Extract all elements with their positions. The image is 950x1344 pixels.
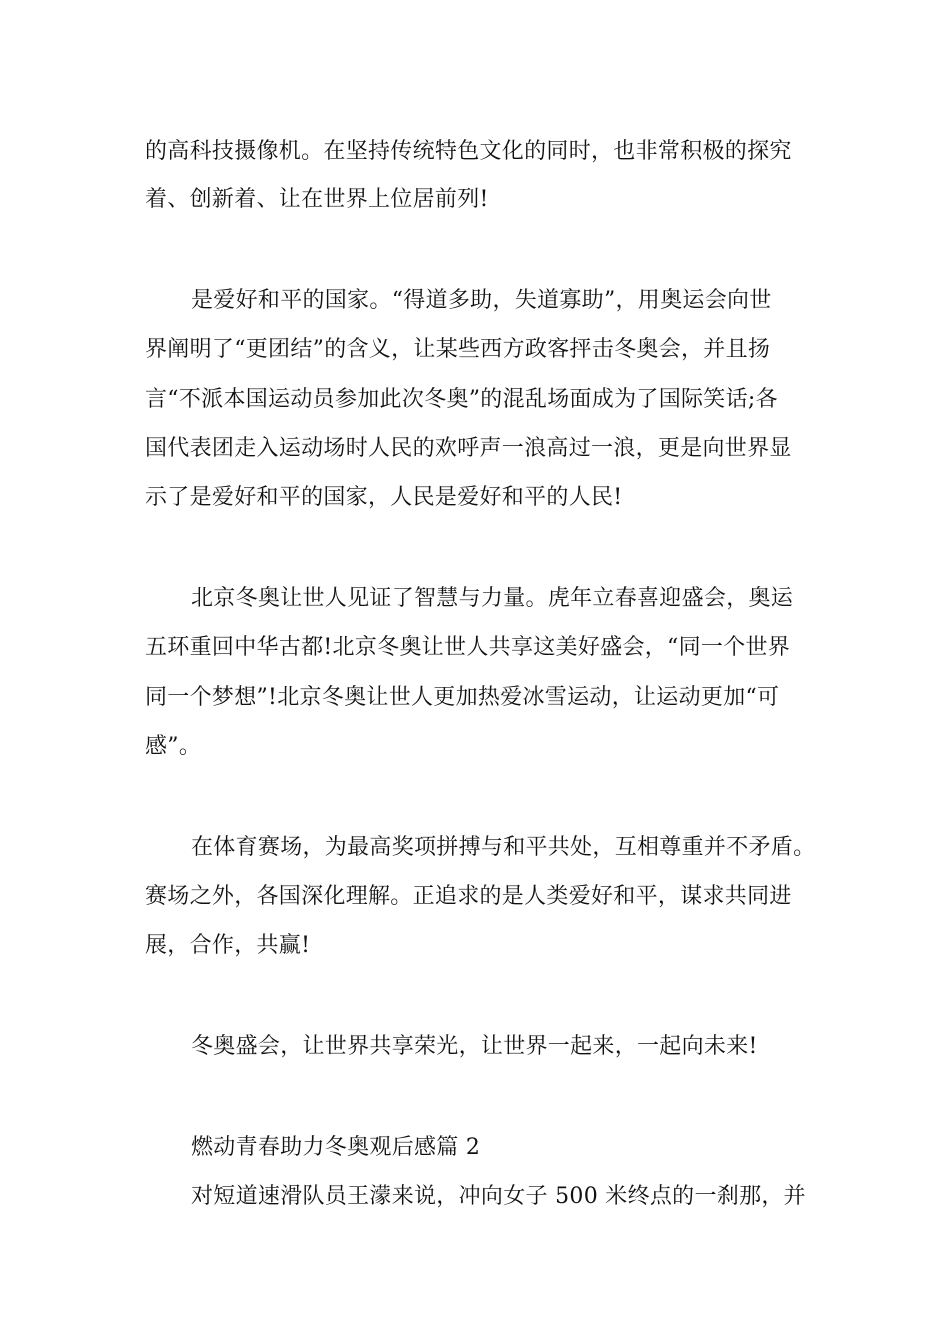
section-paragraph-line-1: 对短道速滑队员王濛来说，冲向女子 500 米终点的一刹那，并: [191, 1184, 806, 1209]
section-title: 燃动青春助力冬奥观后感篇 2: [191, 1135, 481, 1160]
paragraph-3-line-4: 感”。: [145, 734, 202, 759]
paragraph-2-line-2: 界阐明了“更团结”的含义，让某些西方政客抨击冬奥会，并且扬: [145, 337, 771, 362]
paragraph-4-line-1: 在体育赛场，为最高奖项拼搏与和平共处，互相尊重并不矛盾。: [191, 835, 816, 860]
paragraph-3-line-2: 五环重回中华古都!北京冬奥让世人共享这美好盛会，“同一个世界: [145, 635, 791, 660]
paragraph-4-line-3: 展，合作，共赢!: [145, 933, 311, 958]
paragraph-3-line-1: 北京冬奥让世人见证了智慧与力量。虎年立春喜迎盛会，奥运: [191, 586, 794, 611]
paragraph-2-line-4: 国代表团走入运动场时人民的欢呼声一浪高过一浪，更是向世界显: [145, 436, 792, 461]
paragraph-4-line-2: 赛场之外，各国深化理解。正追求的是人类爱好和平，谋求共同进: [145, 884, 792, 909]
paragraph-1-line-2: 着、创新着、让在世界上位居前列!: [145, 187, 489, 212]
paragraph-5-line-1: 冬奥盛会，让世界共享荣光，让世界一起来，一起向未来!: [191, 1034, 758, 1059]
paragraph-3-line-3: 同一个梦想”!北京冬奥让世人更加热爱冰雪运动，让运动更加“可: [145, 685, 780, 710]
paragraph-2-line-3: 言“不派本国运动员参加此次冬奥”的混乱场面成为了国际笑话;各: [145, 387, 778, 412]
paragraph-2-line-5: 示了是爱好和平的国家，人民是爱好和平的人民!: [145, 485, 623, 510]
paragraph-2-line-1: 是爱好和平的国家。“得道多助，失道寡助”，用奥运会向世: [191, 288, 772, 313]
paragraph-1-line-1: 的高科技摄像机。在坚持传统特色文化的同时，也非常积极的探究: [145, 139, 792, 164]
